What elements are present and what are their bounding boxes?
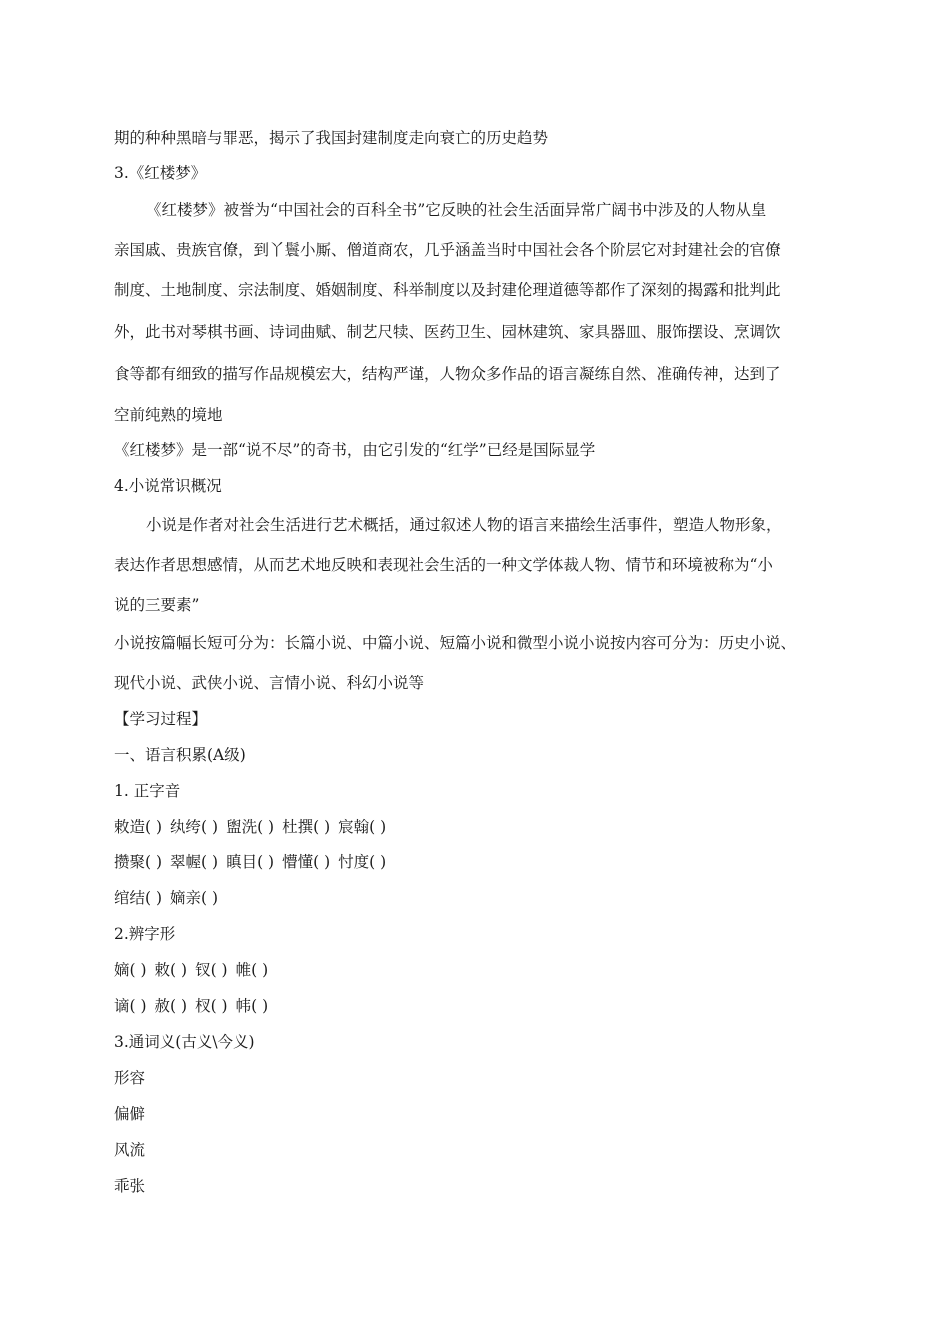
q1-item: 懵懂( ) [282,853,331,871]
q1-row [114,888,218,908]
q2-item: 赦( ) [154,997,188,1015]
section1-heading: 一、语言积累(A级) [114,746,246,764]
q2-item: 帏( ) [235,997,269,1015]
novel-para2-line: 现代小说、武侠小说、言情小说、科幻小说等 [114,674,425,692]
hlm-para-line: 亲国戚、贵族官僚，到丫鬟小厮、僧道商农，几乎涵盖当时中国社会各个阶层它对封建社会的官僚 [114,241,781,259]
q2-row [114,996,268,1016]
hlm-para-line: 食等都有细致的描写作品规模宏大，结构严谨，人物众多作品的语言凝练自然、准确传神，达到了 [114,365,781,383]
hlm-para-line: 《红楼梦》被誉为“中国社会的百科全书”它反映的社会生活面异常广阔书中涉及的人物从皇 [146,201,767,219]
novel-para-line: 说的三要素” [114,596,200,614]
q3-word: 乖张 [114,1177,146,1195]
q1-item: 敕造( ) [114,818,163,836]
q1-item: 瞋目( ) [226,853,275,871]
q3-word: 形容 [114,1069,146,1087]
q1-item: 宸翰( ) [338,818,387,836]
q1-item: 绾结( ) [114,889,163,907]
q1-item: 杜撰( ) [282,818,331,836]
q1-item: 忖度( ) [338,853,387,871]
q3-word: 偏僻 [114,1105,146,1123]
q2-row [114,960,268,980]
hlm-para-line: 空前纯熟的境地 [114,406,223,424]
hlm-heading: 3.《红楼梦》 [114,164,207,182]
q1-row [114,817,386,837]
hlm-para-line: 外，此书对琴棋书画、诗词曲赋、制艺尺犊、医药卫生、园林建筑、家具器皿、服饰摆设、烹调饮 [114,323,781,341]
q1-heading: 1. 正字音 [114,782,181,800]
q1-item: 纨绔( ) [170,818,219,836]
hlm-para2: 《红楼梦》是一部“说不尽”的奇书，由它引发的“红学”已经是国际显学 [114,441,596,459]
q2-item: 杈( ) [195,997,228,1015]
novel-para-line: 表达作者思想感情，从而艺术地反映和表现社会生活的一种文学体裁人物、情节和环境被称为“小 [114,556,773,574]
q3-heading: 3.通词义(古义\今义) [114,1033,255,1051]
intro-tail-line: 期的种种黑暗与罪恶，揭示了我国封建制度走向衰亡的历史趋势 [114,129,549,147]
q1-item: 翠幄( ) [170,853,219,871]
novel-para-line: 小说是作者对社会生活进行艺术概括，通过叙述人物的语言来描绘生活事件，塑造人物形象， [146,516,782,534]
q3-word: 风流 [114,1141,146,1159]
q2-item: 谪( ) [114,997,147,1015]
q2-heading: 2.辨字形 [114,925,176,943]
novel-heading: 4.小说常识概况 [114,477,222,495]
q1-item: 嫡亲( ) [170,889,219,907]
q1-item: 攒聚( ) [114,853,163,871]
hlm-para-line: 制度、土地制度、宗法制度、婚姻制度、科举制度以及封建伦理道德等都作了深刻的揭露和批判此 [114,281,781,299]
q2-item: 钗( ) [195,961,228,979]
q1-row [114,852,386,872]
q1-item: 盥洗( ) [226,818,275,836]
q2-item: 帷( ) [235,961,269,979]
novel-para2-line: 小说按篇幅长短可分为：长篇小说、中篇小说、短篇小说和微型小说小说按内容可分为：历史小说、 [114,634,797,652]
q2-item: 嫡( ) [114,961,147,979]
q2-item: 敕( ) [154,961,188,979]
process-heading: 【学习过程】 [114,710,208,728]
